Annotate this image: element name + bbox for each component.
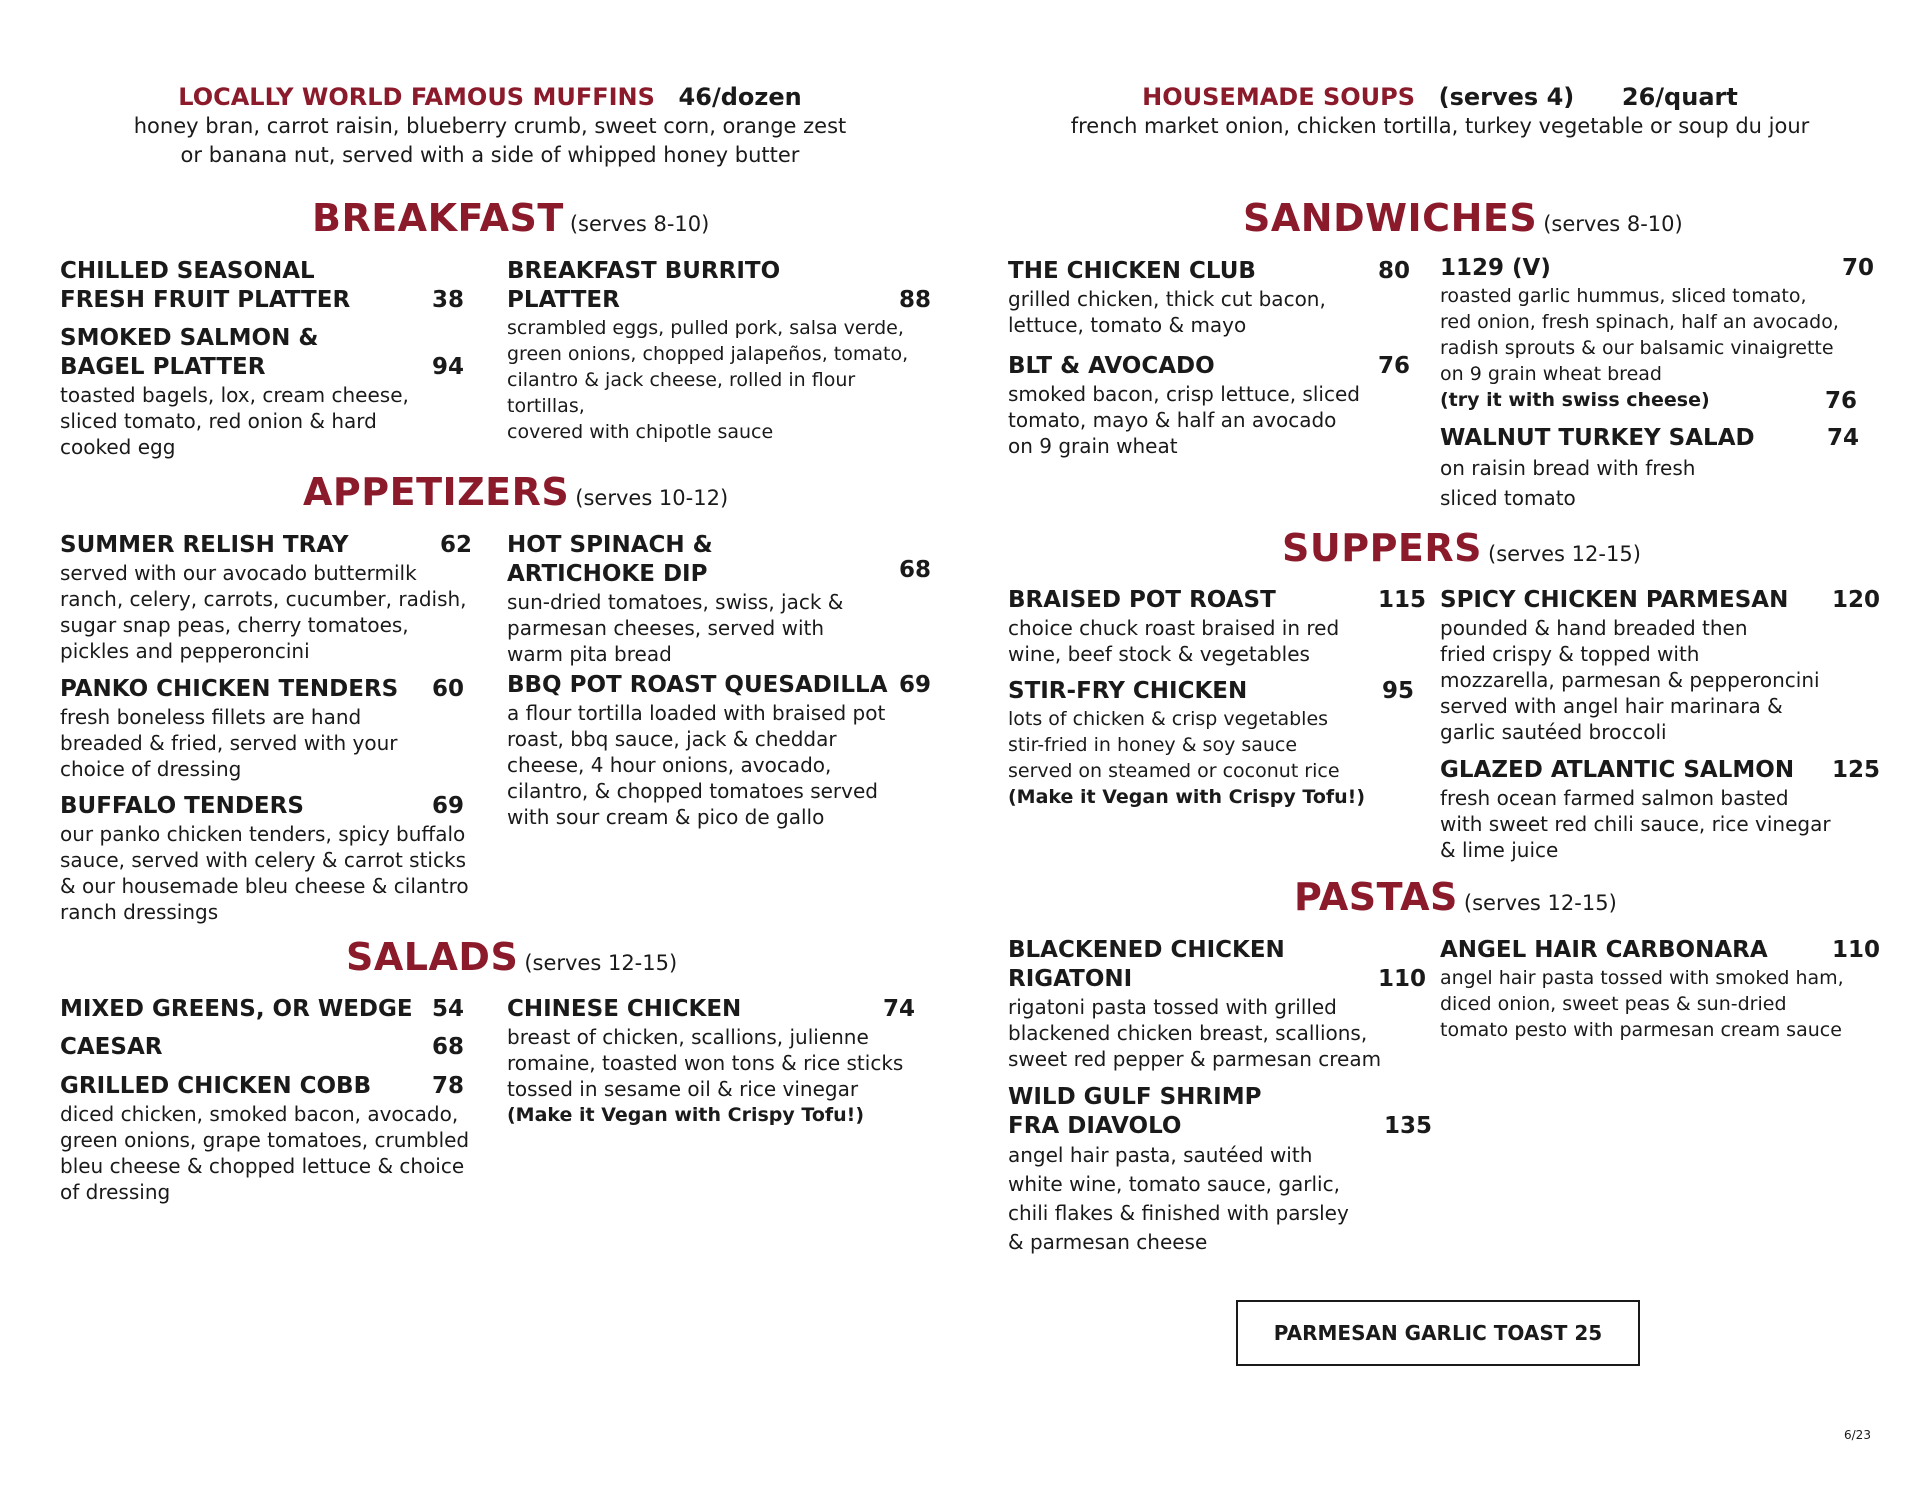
garlic-toast-box: PARMESAN GARLIC TOAST 25 xyxy=(1236,1300,1640,1366)
item-desc: scrambled eggs, pulled pork, salsa verde, green onions, chopped jalapeños, tomato, cilantro & jack cheese, rolled in flour tortillas, covered with chipotle sauce xyxy=(507,317,909,443)
muffins-title: LOCALLY WORLD FAMOUS MUFFINS xyxy=(178,83,655,111)
menu-item-mixed-greens xyxy=(60,995,480,1024)
item-name: BLT & AVOCADO xyxy=(1008,353,1215,379)
item-name: 1129 (V) xyxy=(1440,255,1551,281)
item-name: SPICY CHICKEN PARMESAN xyxy=(1440,587,1789,613)
menu-item-chicken-cobb xyxy=(60,1072,480,1205)
item-name: CAESAR xyxy=(60,1034,163,1060)
section-suppers-title: SUPPERS xyxy=(1282,526,1483,570)
item-price: 68 xyxy=(899,557,932,583)
item-desc: lots of chicken & crisp vegetables stir-fried in honey & soy sauce served on steamed or coconut rice xyxy=(1008,708,1340,782)
menu-item-stir-fry xyxy=(1008,677,1428,810)
item-desc: a flour tortilla loaded with braised pot roast, bbq sauce, jack & cheddar cheese, 4 hour onions, avocado, cilantro, & chopped tomatoes served with sour cream & pico de gallo xyxy=(507,701,886,829)
section-pastas-serves: (serves 12-15) xyxy=(1463,891,1617,915)
item-price: 60 xyxy=(432,676,465,702)
item-note: (Make it Vegan with Crispy Tofu!) xyxy=(507,1104,865,1126)
item-price: 88 xyxy=(899,287,932,313)
menu-item-breakfast-burrito xyxy=(507,257,937,445)
menu-item-salmon-bagel xyxy=(60,324,465,460)
section-breakfast xyxy=(312,196,709,240)
section-sandwiches-title: SANDWICHES xyxy=(1243,196,1538,240)
item-price: 76 xyxy=(1378,353,1411,379)
item-desc: breast of chicken, scallions, julienne romaine, toasted won tons & rice sticks tossed in sesame oil & rice vinegar xyxy=(507,1025,904,1101)
menu-item-angel-hair-carbonara xyxy=(1440,936,1880,1043)
menu-item-chinese-chicken xyxy=(507,995,947,1128)
section-pastas xyxy=(1294,875,1617,919)
section-appetizers-title: APPETIZERS xyxy=(303,470,570,514)
item-name: BLACKENED CHICKEN RIGATONI xyxy=(1008,937,1285,992)
item-price: 68 xyxy=(432,1034,465,1060)
item-desc: roasted garlic hummus, sliced tomato, red onion, fresh spinach, half an avocado, radish sprouts & our balsamic vinaigrette on 9 grain wheat bread xyxy=(1440,285,1839,385)
item-desc: on raisin bread with fresh sliced tomato xyxy=(1440,456,1696,510)
item-price: 74 xyxy=(883,996,916,1022)
menu-item-caesar xyxy=(60,1033,480,1062)
item-price: 95 xyxy=(1382,678,1415,704)
menu-item-relish-tray xyxy=(60,531,480,664)
section-suppers xyxy=(1282,526,1641,570)
section-salads-title: SALADS xyxy=(346,935,519,979)
item-price: 120 xyxy=(1832,587,1881,613)
item-name: CHILLED SEASONAL FRESH FRUIT PLATTER xyxy=(60,258,351,313)
item-name: BREAKFAST BURRITO PLATTER xyxy=(507,258,781,313)
item-note: (try it with swiss cheese) xyxy=(1440,389,1710,411)
item-name: STIR-FRY CHICKEN xyxy=(1008,678,1248,704)
item-price: 69 xyxy=(899,672,932,698)
soups-desc: french market onion, chicken tortilla, turkey vegetable or soup du jour xyxy=(1070,114,1810,138)
item-name: PANKO CHICKEN TENDERS xyxy=(60,676,399,702)
item-desc: pounded & hand breaded then fried crispy & topped with mozzarella, parmesan & pepperoncini served with angel hair marinara & garlic sautéed broccoli xyxy=(1440,616,1820,744)
item-name: HOT SPINACH & ARTICHOKE DIP xyxy=(507,532,713,587)
muffins-desc: honey bran, carrot raisin, blueberry crumb, sweet corn, orange zest or banana nut, served with a side of whipped honey butter xyxy=(133,114,847,167)
menu-item-chicken-parmesan xyxy=(1440,586,1880,745)
menu-item-atlantic-salmon xyxy=(1440,756,1880,863)
item-desc: fresh ocean farmed salmon basted with sweet red chili sauce, rice vinegar & lime juice xyxy=(1440,786,1831,862)
menu-item-1129-v xyxy=(1440,254,1880,413)
section-sandwiches xyxy=(1243,196,1683,240)
menu-item-shrimp-diavolo xyxy=(1008,1083,1433,1257)
item-price: 115 xyxy=(1378,587,1427,613)
item-price: 74 xyxy=(1827,425,1860,451)
item-price: 78 xyxy=(432,1073,465,1099)
section-breakfast-serves: (serves 8-10) xyxy=(569,212,710,236)
menu-item-pot-roast xyxy=(1008,586,1428,667)
item-desc: fresh boneless fillets are hand breaded & fried, served with your choice of dressing xyxy=(60,705,398,781)
section-sandwiches-serves: (serves 8-10) xyxy=(1543,212,1683,236)
section-salads xyxy=(346,935,677,979)
soups-block xyxy=(1000,82,1880,141)
soups-title: HOUSEMADE SOUPS xyxy=(1142,83,1415,111)
item-name: MIXED GREENS, OR WEDGE xyxy=(60,996,413,1022)
menu-item-fruit-platter xyxy=(60,257,465,315)
item-price: 125 xyxy=(1832,757,1881,783)
item-name: SUMMER RELISH TRAY xyxy=(60,532,349,558)
section-salads-serves: (serves 12-15) xyxy=(524,951,678,975)
item-desc: served with our avocado buttermilk ranch, celery, carrots, cucumber, radish, sugar snap peas, cherry tomatoes, pickles and pepperoncini xyxy=(60,561,467,663)
item-desc: angel hair pasta tossed with smoked ham, diced onion, sweet peas & sun-dried tomato pesto with parmesan cream sauce xyxy=(1440,967,1844,1041)
menu-item-spinach-dip xyxy=(507,531,937,667)
muffins-block xyxy=(60,82,920,170)
item-desc: sun-dried tomatoes, swiss, jack & parmesan cheeses, served with warm pita bread xyxy=(507,590,844,666)
item-note-price: 76 xyxy=(1825,388,1858,414)
item-name: GRILLED CHICKEN COBB xyxy=(60,1073,372,1099)
section-breakfast-title: BREAKFAST xyxy=(312,196,564,240)
section-appetizers-serves: (serves 10-12) xyxy=(575,486,729,510)
menu-item-walnut-turkey xyxy=(1440,424,1880,513)
item-note: (Make it Vegan with Crispy Tofu!) xyxy=(1008,786,1366,808)
muffins-price: 46/dozen xyxy=(678,83,802,111)
page-number: 6/23 xyxy=(1844,1428,1871,1442)
menu-item-bbq-quesadilla xyxy=(507,671,947,830)
item-price: 54 xyxy=(432,996,465,1022)
section-suppers-serves: (serves 12-15) xyxy=(1488,542,1641,566)
item-desc: our panko chicken tenders, spicy buffalo sauce, served with celery & carrot sticks & our housemade bleu cheese & cilantro ranch dressings xyxy=(60,822,469,924)
item-name: WILD GULF SHRIMP FRA DIAVOLO xyxy=(1008,1084,1262,1139)
item-price: 135 xyxy=(1384,1113,1433,1139)
item-name: CHINESE CHICKEN xyxy=(507,996,742,1022)
item-name: THE CHICKEN CLUB xyxy=(1008,258,1256,284)
item-desc: smoked bacon, crisp lettuce, sliced tomato, mayo & half an avocado on 9 grain wheat xyxy=(1008,382,1360,458)
item-price: 110 xyxy=(1378,966,1427,992)
item-price: 110 xyxy=(1832,937,1881,963)
item-desc: rigatoni pasta tossed with grilled blackened chicken breast, scallions, sweet red pepper & parmesan cream xyxy=(1008,995,1382,1071)
section-pastas-title: PASTAS xyxy=(1294,875,1458,919)
item-name: BRAISED POT ROAST xyxy=(1008,587,1276,613)
item-price: 38 xyxy=(432,287,465,313)
item-desc: grilled chicken, thick cut bacon, lettuce, tomato & mayo xyxy=(1008,287,1326,337)
item-name: WALNUT TURKEY SALAD xyxy=(1440,425,1755,451)
menu-item-blt-avocado xyxy=(1008,352,1428,459)
menu-item-blackened-rigatoni xyxy=(1008,936,1428,1072)
item-name: BBQ POT ROAST QUESADILLA xyxy=(507,672,888,698)
menu-item-panko-tenders xyxy=(60,675,480,782)
item-price: 94 xyxy=(432,354,465,380)
menu-item-chicken-club xyxy=(1008,257,1428,338)
item-price: 62 xyxy=(440,532,473,558)
item-desc: choice chuck roast braised in red wine, beef stock & vegetables xyxy=(1008,616,1340,666)
item-desc: toasted bagels, lox, cream cheese, sliced tomato, red onion & hard cooked egg xyxy=(60,383,409,459)
item-price: 80 xyxy=(1378,258,1411,284)
item-price: 69 xyxy=(432,793,465,819)
item-name: ANGEL HAIR CARBONARA xyxy=(1440,937,1768,963)
section-appetizers xyxy=(303,470,728,514)
item-desc: angel hair pasta, sautéed with white wine, tomato sauce, garlic, chili flakes & finished with parsley & parmesan cheese xyxy=(1008,1143,1349,1254)
item-name: BUFFALO TENDERS xyxy=(60,793,304,819)
item-name: SMOKED SALMON & BAGEL PLATTER xyxy=(60,325,319,380)
soups-serves: (serves 4) xyxy=(1438,83,1575,111)
soups-price: 26/quart xyxy=(1621,83,1738,111)
item-desc: diced chicken, smoked bacon, avocado, green onions, grape tomatoes, crumbled bleu cheese & chopped lettuce & choice of dressing xyxy=(60,1102,470,1204)
item-name: GLAZED ATLANTIC SALMON xyxy=(1440,757,1795,783)
item-price: 70 xyxy=(1842,255,1875,281)
menu-item-buffalo-tenders xyxy=(60,792,480,925)
